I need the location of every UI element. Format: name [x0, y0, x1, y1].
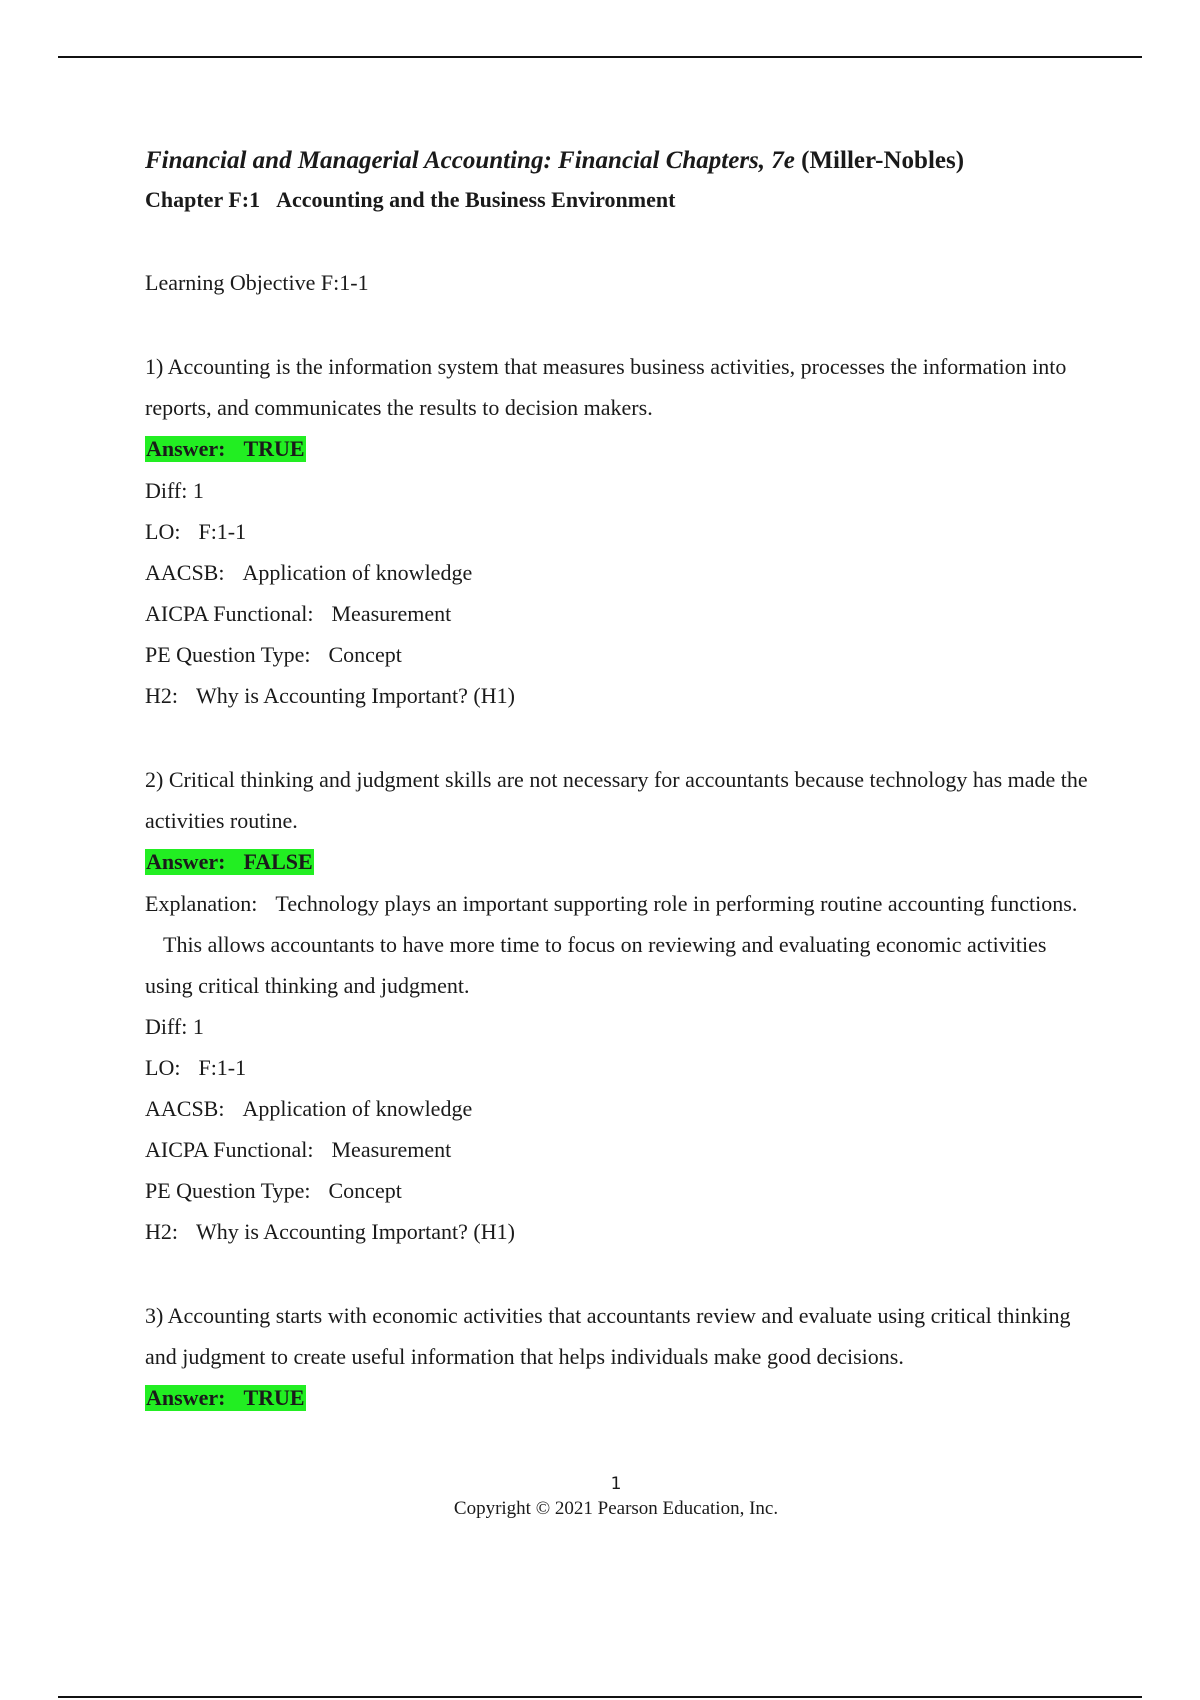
- answer-badge: [145, 1385, 306, 1411]
- book-title-italic: Financial and Managerial Accounting: Financial Chapters, 7e: [145, 147, 795, 174]
- answer-badge: [145, 849, 314, 875]
- difficulty: Diff: 1: [145, 478, 204, 503]
- answer-value: TRUE: [243, 436, 305, 461]
- answer-value: FALSE: [243, 849, 313, 874]
- book-author: (Miller-Nobles): [801, 147, 965, 174]
- question-text: 1) Accounting is the information system that measures business activities, processes the information into reports, and communicates the results to decision makers.: [145, 354, 1067, 420]
- aacsb-tag: AACSB: Application of knowledge: [145, 560, 473, 585]
- question-text: 2) Critical thinking and judgment skills are not necessary for accountants because technology has made the activities routine.: [145, 767, 1088, 833]
- chapter-title: [145, 180, 1095, 220]
- aicpa-tag: AICPA Functional: Measurement: [145, 1137, 452, 1162]
- answer-badge: [145, 436, 306, 462]
- chapter-name: Accounting and the Business Environment: [276, 187, 676, 212]
- question-3: [145, 1295, 1095, 1419]
- answer-label: Answer:: [146, 436, 226, 461]
- aacsb-tag: AACSB: Application of knowledge: [145, 1096, 473, 1121]
- learning-objective-ref: LO: F:1-1: [145, 1055, 247, 1080]
- heading-ref: H2: Why is Accounting Important? (H1): [145, 1219, 515, 1244]
- question-2: [145, 759, 1095, 1252]
- answer-label: Answer:: [146, 849, 226, 874]
- copyright-notice: Copyright © 2021 Pearson Education, Inc.: [453, 1498, 779, 1519]
- page-bottom-rule: [58, 1696, 1142, 1698]
- question-1: [145, 346, 1095, 716]
- question-text: 3) Accounting starts with economic activities that accountants review and evaluate using critical thinking and judgment to create useful information that helps individuals make good decisions.: [145, 1303, 1071, 1369]
- page-top-rule: [58, 56, 1142, 58]
- page-footer: [0, 1472, 1200, 1522]
- question-type: PE Question Type: Concept: [145, 1178, 402, 1203]
- aicpa-tag: AICPA Functional: Measurement: [145, 601, 452, 626]
- book-title: [145, 142, 1095, 180]
- answer-value: TRUE: [243, 1385, 305, 1410]
- learning-objective-ref: LO: F:1-1: [145, 519, 247, 544]
- answer-label: Answer:: [146, 1385, 226, 1410]
- learning-objective-heading: Learning Objective F:1-1: [145, 270, 369, 295]
- heading-ref: H2: Why is Accounting Important? (H1): [145, 683, 515, 708]
- page-number: 1: [610, 1474, 622, 1494]
- explanation: Explanation: Technology plays an important supporting role in performing routine accounting functions.This allows accountants to have more time to focus on reviewing and evaluating economic activities using critical thinking and judgment.: [145, 891, 1078, 998]
- difficulty: Diff: 1: [145, 1014, 204, 1039]
- question-type: PE Question Type: Concept: [145, 642, 402, 667]
- chapter-number: Chapter F:1: [145, 187, 261, 212]
- document-body: [145, 142, 1095, 1419]
